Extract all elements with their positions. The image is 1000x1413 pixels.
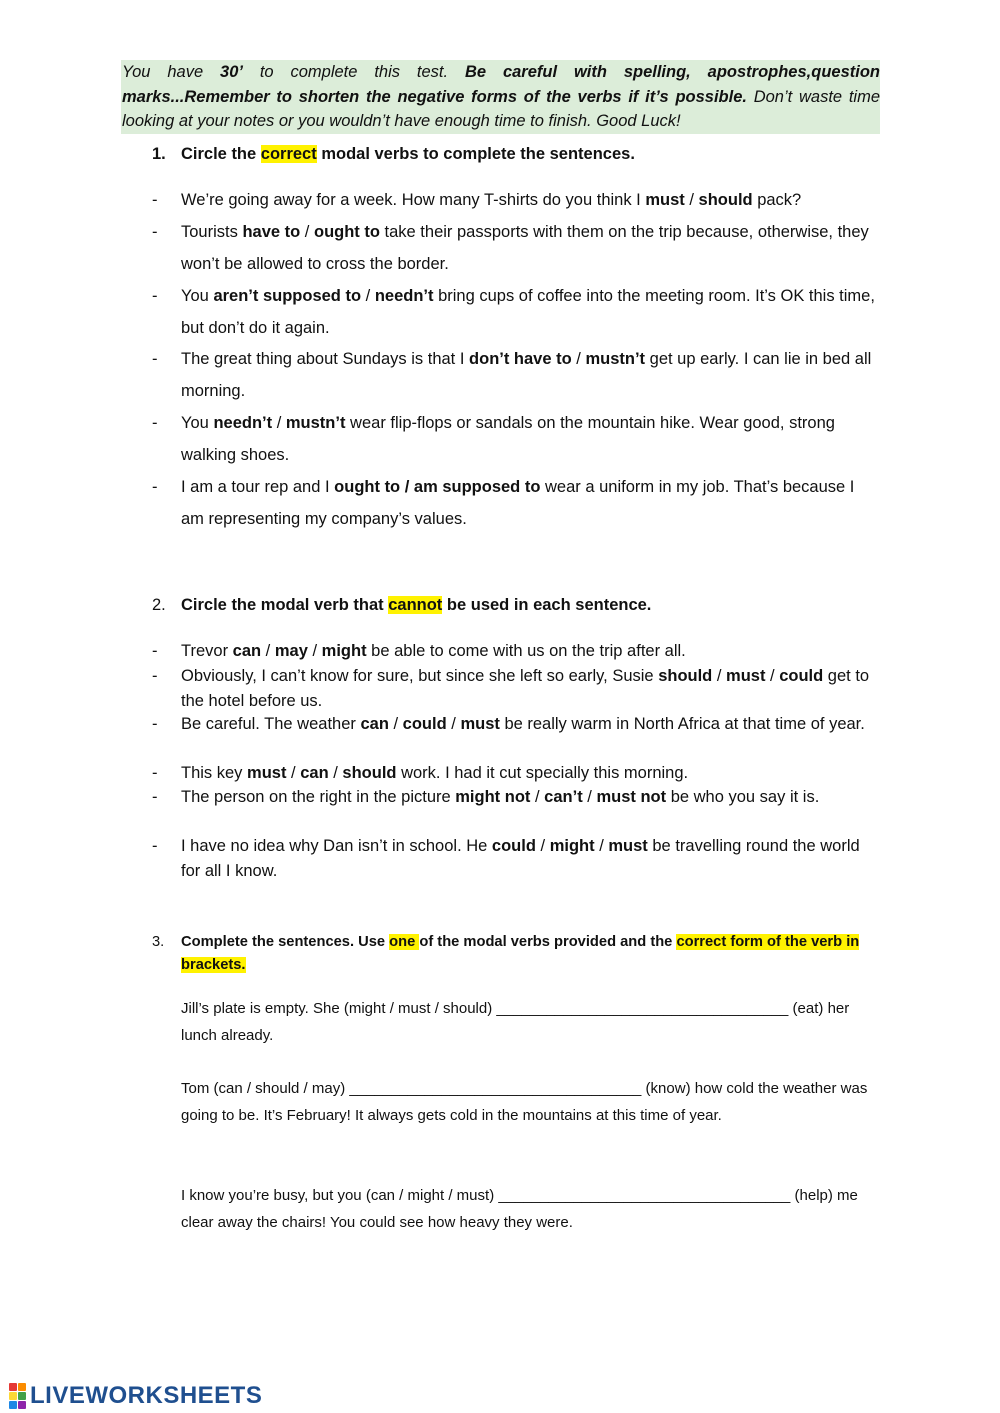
option-word[interactable]: can’t [544, 788, 583, 806]
sentence-text: You [181, 414, 214, 432]
answer-blank[interactable]: ___________________________________ [349, 1080, 642, 1097]
sentence-text: wear flip-flops or sandals on the mountain hike. Wear good, strong walking shoes. [181, 414, 835, 464]
option-word[interactable]: could [491, 837, 536, 855]
option-word[interactable]: must not [596, 788, 667, 806]
separator: / [582, 788, 597, 806]
option-word[interactable]: should [698, 191, 753, 209]
separator: / [328, 764, 343, 782]
separator: / [286, 764, 301, 782]
bullet-dash: - [152, 414, 158, 432]
sentence-text: be who you say it is. [666, 788, 820, 806]
sentence-text: You [181, 287, 214, 305]
instructions-box [121, 60, 880, 134]
option-word[interactable]: should [658, 667, 713, 685]
bullet-dash: - [152, 642, 158, 660]
heading-highlight: correct [260, 145, 317, 163]
option-word[interactable]: may [274, 642, 308, 660]
option-word[interactable]: could [779, 667, 824, 685]
heading-text: Circle the modal verb that [181, 596, 389, 614]
heading-text: modal verbs to complete the sentences. [316, 145, 635, 163]
option-word[interactable]: ought to / am supposed to [334, 478, 541, 496]
option-word[interactable]: ought to [313, 223, 380, 241]
sentence-text: Trevor [181, 642, 233, 660]
option-word[interactable]: might [321, 642, 367, 660]
section-1-heading [152, 145, 635, 164]
option-word[interactable]: don’t have to [469, 350, 572, 368]
section-number: 1. [152, 145, 166, 163]
sentence-text: Tourists [181, 223, 243, 241]
sentence-text: (know) how cold the weather was going to be. It’s February! It always gets cold in the mountains at this time of year. [181, 1080, 868, 1124]
answer-blank[interactable]: ___________________________________ [498, 1187, 791, 1204]
separator: / [307, 642, 322, 660]
separator: / [272, 414, 286, 432]
logo-block [18, 1383, 26, 1391]
section-2-heading [152, 596, 651, 615]
sentence-text: (help) me clear away the chairs! You could see how heavy they were. [181, 1187, 858, 1231]
bullet-dash: - [152, 715, 158, 733]
option-word[interactable]: needn’t [213, 414, 273, 432]
separator: / [300, 223, 314, 241]
option-word[interactable]: can [300, 764, 329, 782]
option-word[interactable]: mustn’t [285, 414, 346, 432]
logo-block [18, 1401, 26, 1409]
sentence-text: I know you’re busy, but you (can / might / must) [181, 1187, 499, 1204]
heading-text: Circle the [181, 145, 261, 163]
option-word[interactable]: could [402, 715, 447, 733]
sentence-text: Tom (can / should / may) [181, 1080, 350, 1097]
section-number: 3. [152, 934, 165, 950]
heading-text: of the modal verbs provided and the [419, 934, 677, 950]
intro-text: Don’t waste time looking at your notes or you wouldn’t have enough time to finish. Good Luck! [122, 87, 880, 130]
separator: / [571, 350, 586, 368]
separator: / [361, 287, 375, 305]
bullet-dash: - [152, 478, 158, 496]
bullet-dash: - [152, 223, 158, 241]
option-word[interactable]: might [549, 837, 595, 855]
sentence-text: I have no idea why Dan isn’t in school. He [181, 837, 492, 855]
section-number: 2. [152, 596, 166, 614]
separator: / [594, 837, 609, 855]
separator: / [261, 642, 275, 660]
bullet-dash: - [152, 764, 158, 782]
option-word[interactable]: must [726, 667, 766, 685]
logo-text: LIVEWORKSHEETS [30, 1382, 263, 1409]
separator: / [765, 667, 780, 685]
option-word[interactable]: must [247, 764, 287, 782]
logo-block [18, 1392, 26, 1400]
separator: / [684, 191, 699, 209]
sentence-text: The great thing about Sundays is that I [181, 350, 470, 368]
bullet-dash: - [152, 837, 158, 855]
answer-blank[interactable]: ___________________________________ [496, 1000, 789, 1017]
sentence-text: Jill’s plate is empty. She (might / must / should) [181, 1000, 497, 1017]
option-word[interactable]: must [460, 715, 500, 733]
heading-highlight: one [389, 934, 420, 950]
sentence-text: The person on the right in the picture [181, 788, 456, 806]
logo-block [9, 1401, 17, 1409]
intro-text: You have [122, 63, 221, 81]
intro-text: to complete this test. [242, 63, 465, 81]
option-word[interactable]: mustn’t [585, 350, 646, 368]
sentence-text: get up early. I can lie in bed all morning. [181, 350, 872, 400]
option-word[interactable]: must [608, 837, 648, 855]
option-word[interactable]: can [360, 715, 389, 733]
sentence-text: take their passports with them on the trip because, otherwise, they won’t be allowed to cross the border. [181, 223, 869, 273]
heading-text: be used in each sentence. [442, 596, 652, 614]
intro-time: 30’ [220, 63, 243, 81]
bullet-dash: - [152, 287, 158, 305]
intro-warning: Be careful with spelling, apostrophes,question marks...Remember to shorten the negative forms of the verbs if it’s possible. [122, 63, 880, 106]
sentence-text: be really warm in North Africa at that time of year. [499, 715, 865, 733]
sentence-text: work. I had it cut specially this morning. [396, 764, 689, 782]
heading-highlight: correct form of the verb in brackets. [181, 934, 860, 973]
sentence-text: This key [181, 764, 248, 782]
separator: / [530, 788, 545, 806]
liveworksheets-logo[interactable] [9, 1383, 262, 1409]
fill-in-item [181, 1075, 881, 1129]
option-word[interactable]: can [232, 642, 262, 660]
logo-block [9, 1392, 17, 1400]
sentence-text: Obviously, I can’t know for sure, but since she left so early, Susie [181, 667, 659, 685]
option-word[interactable]: must [645, 191, 685, 209]
fill-in-item [181, 995, 881, 1049]
separator: / [535, 837, 550, 855]
heading-highlight: cannot [388, 596, 443, 614]
sentence-text: be able to come with us on the trip after all. [366, 642, 686, 660]
logo-blocks-icon [9, 1383, 26, 1409]
sentence-text: I am a tour rep and I [181, 478, 335, 496]
sentence-text: We’re going away for a week. How many T-shirts do you think I [181, 191, 646, 209]
sentence-text: Be careful. The weather [181, 715, 361, 733]
separator: / [712, 667, 727, 685]
bullet-dash: - [152, 350, 158, 368]
sentence-text: pack? [752, 191, 802, 209]
option-word[interactable]: needn’t [374, 287, 434, 305]
fill-in-item [181, 1182, 881, 1236]
option-word[interactable]: might not [455, 788, 531, 806]
option-word[interactable]: should [342, 764, 397, 782]
heading-text: Complete the sentences. Use [181, 934, 390, 950]
sentence-text: get to the hotel before us. [181, 667, 870, 710]
separator: / [446, 715, 461, 733]
separator: / [388, 715, 403, 733]
option-word[interactable]: aren’t supposed to [213, 287, 362, 305]
sentence-text: bring cups of coffee into the meeting room. It’s OK this time, but don’t do it again. [181, 287, 875, 337]
logo-block [9, 1383, 17, 1391]
sentence-text: be travelling round the world for all I know. [181, 837, 860, 880]
sentence-text: wear a uniform in my job. That’s because I am representing my company’s values. [181, 478, 855, 528]
bullet-dash: - [152, 667, 158, 685]
option-word[interactable]: have to [242, 223, 301, 241]
bullet-dash: - [152, 788, 158, 806]
bullet-dash: - [152, 191, 158, 209]
sentence-text: (eat) her lunch already. [181, 1000, 850, 1044]
